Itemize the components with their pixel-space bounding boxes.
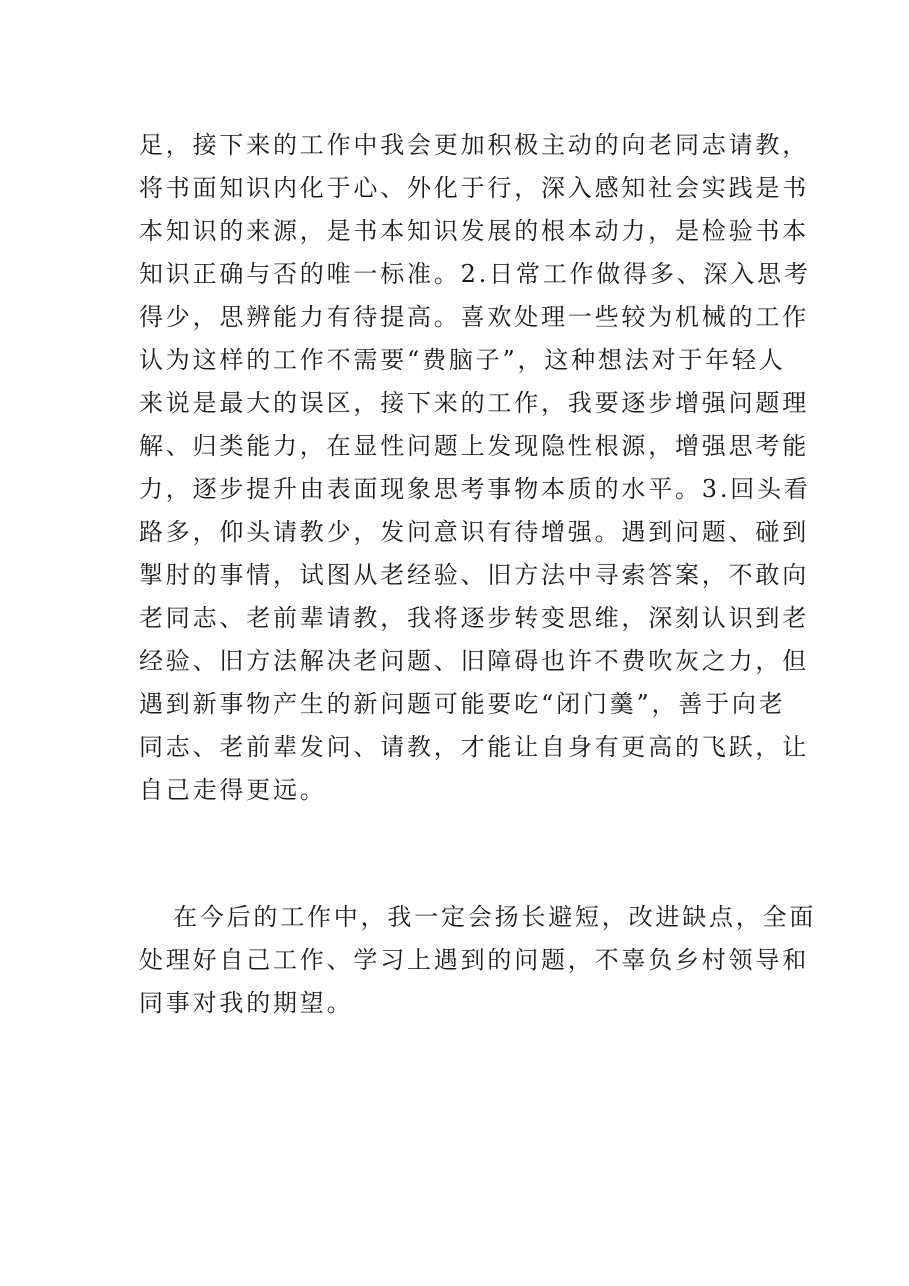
paragraph-line: 力，逐步提升由表面现象思考事物本质的水平。3.回头看 — [139, 475, 811, 503]
paragraph-line: 遇到新事物产生的新问题可能要吃“闭门羹”，善于向老 — [139, 690, 786, 718]
paragraph-line: 老同志、老前辈请教，我将逐步转变思维，深刻认识到老 — [139, 604, 809, 632]
paragraph-line: 将书面知识内化于心、外化于行，深入感知社会实践是书 — [139, 174, 809, 202]
body-paragraph-2 — [139, 896, 817, 1025]
paragraph-line: 掣肘的事情，试图从老经验、旧方法中寻索答案，不敢向 — [139, 561, 809, 589]
paragraph-line: 来说是最大的误区，接下来的工作，我要逐步增强问题理 — [139, 389, 809, 417]
paragraph-line: 同事对我的期望。 — [139, 989, 354, 1017]
paragraph-line: 自己走得更远。 — [139, 776, 327, 804]
paragraph-line: 处理好自己工作、学习上遇到的问题，不辜负乡村领导和 — [139, 946, 809, 974]
paragraph-line: 经验、旧方法解决老问题、旧障碍也许不费吹灰之力，但 — [139, 647, 809, 675]
paragraph-line: 得少，思辨能力有待提高。喜欢处理一些较为机械的工作 — [139, 303, 809, 331]
paragraph-line: 认为这样的工作不需要“费脑子”，这种想法对于年轻人 — [139, 346, 786, 374]
paragraph-line: 同志、老前辈发问、请教，才能让自身有更高的飞跃，让 — [139, 733, 809, 761]
paragraph-line: 足，接下来的工作中我会更加积极主动的向老同志请教， — [139, 131, 809, 159]
paragraph-line: 知识正确与否的唯一标准。2.日常工作做得多、深入思考 — [139, 260, 811, 288]
paragraph-line: 路多，仰头请教少，发问意识有待增强。遇到问题、碰到 — [139, 518, 809, 546]
paragraph-line: 在今后的工作中，我一定会扬长避短，改进缺点，全面 — [173, 903, 817, 931]
paragraph-line: 本知识的来源，是书本知识发展的根本动力，是检验书本 — [139, 217, 809, 245]
paragraph-line: 解、归类能力，在显性问题上发现隐性根源，增强思考能 — [139, 432, 809, 460]
body-paragraph-1 — [139, 124, 811, 812]
